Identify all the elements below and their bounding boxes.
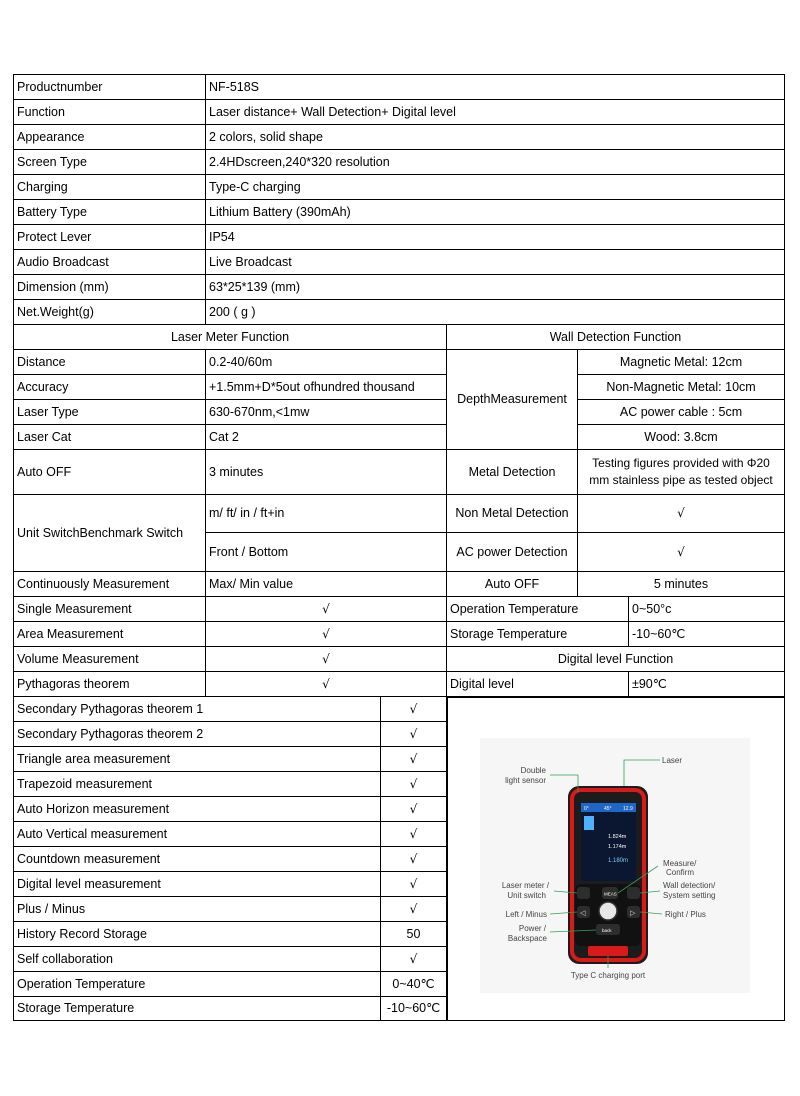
label-auto-off: Auto OFF [13, 449, 206, 495]
callout-wall-detection-2: System setting [663, 891, 716, 900]
callout-measure-2: Confirm [666, 868, 695, 877]
product-diagram [448, 698, 784, 1020]
value-extra-10: √ [380, 946, 447, 972]
value-benchmark-switch: Front / Bottom [205, 532, 447, 572]
callout-double-light-2: light sensor [505, 776, 546, 785]
label-laser-type: Laser Type [13, 399, 206, 425]
value-extra-0: √ [380, 696, 447, 722]
value-non-magnetic: Non-Magnetic Metal: 10cm [577, 374, 785, 400]
value-single: √ [205, 596, 447, 622]
label-screen-type: Screen Type [13, 149, 206, 175]
value-metal-detection: Testing figures provided with Φ20 mm stainless pipe as tested object [577, 449, 785, 495]
value-extra-1: √ [380, 721, 447, 747]
label-single: Single Measurement [13, 596, 206, 622]
laser-section-header: Laser Meter Function [13, 324, 447, 350]
laser-meter-button [577, 887, 590, 899]
screen-reading-1: 1.824m [608, 834, 627, 840]
label-extra-9: History Record Storage [13, 921, 381, 947]
callout-double-light-1: Double [520, 766, 546, 775]
callout-wall-detection-1: Wall detection/ [663, 881, 716, 890]
label-extra-6: Countdown measurement [13, 846, 381, 872]
value-extra-3: √ [380, 771, 447, 797]
screen-reading-3: 1.180m [608, 858, 629, 864]
label-continuous: Continuously Measurement [13, 571, 206, 597]
center-button [599, 902, 617, 920]
label-extra-3: Trapezoid measurement [13, 771, 381, 797]
label-digital-level: Digital level [446, 671, 629, 697]
product-diagram-cell [447, 697, 785, 1021]
value-continuous: Max/ Min value [205, 571, 447, 597]
label-extra-4: Auto Horizon measurement [13, 796, 381, 822]
value-wall-storage-temp: -10~60℃ [628, 621, 785, 647]
value-extra-5: √ [380, 821, 447, 847]
label-function: Function [13, 99, 206, 125]
value-function: Laser distance+ Wall Detection+ Digital level [205, 99, 785, 125]
screen-top-left: 0° [584, 806, 589, 812]
label-wall-auto-off: Auto OFF [446, 571, 578, 597]
label-appearance: Appearance [13, 124, 206, 150]
label-dimension: Dimension (mm) [13, 274, 206, 300]
value-extra-6: √ [380, 846, 447, 872]
label-extra-5: Auto Vertical measurement [13, 821, 381, 847]
label-net-weight: Net.Weight(g) [13, 299, 206, 325]
value-charging: Type-C charging [205, 174, 785, 200]
callout-right-plus: Right / Plus [665, 910, 706, 919]
label-extra-11: Operation Temperature [13, 971, 381, 997]
label-extra-0: Secondary Pythagoras theorem 1 [13, 696, 381, 722]
device-illustration [568, 786, 648, 964]
device-screen [581, 803, 636, 881]
value-magnetic: Magnetic Metal: 12cm [577, 349, 785, 375]
label-extra-12: Storage Temperature [13, 996, 381, 1021]
label-extra-10: Self collaboration [13, 946, 381, 972]
label-ac-power: AC power Detection [446, 532, 578, 572]
label-battery-type: Battery Type [13, 199, 206, 225]
label-extra-8: Plus / Minus [13, 896, 381, 922]
callout-left-minus: Left / Minus [505, 910, 547, 919]
value-extra-7: √ [380, 871, 447, 897]
value-battery-type: Lithium Battery (390mAh) [205, 199, 785, 225]
value-wood: Wood: 3.8cm [577, 424, 785, 450]
value-accuracy: +1.5mm+D*5out ofhundred thousand [205, 374, 447, 400]
value-dimension: 63*25*139 (mm) [205, 274, 785, 300]
label-depth-measurement: DepthMeasurement [446, 349, 578, 450]
value-unit-switch: m/ ft/ in / ft+in [205, 494, 447, 533]
label-laser-cat: Laser Cat [13, 424, 206, 450]
callout-measure-1: Measure/ [663, 859, 697, 868]
left-arrow-icon: ◁ [580, 910, 586, 917]
value-audio-broadcast: Live Broadcast [205, 249, 785, 275]
callout-laser-meter-1: Laser meter / [501, 881, 549, 890]
value-protect-level: IP54 [205, 224, 785, 250]
value-wall-auto-off: 5 minutes [577, 571, 785, 597]
value-laser-cat: Cat 2 [205, 424, 447, 450]
value-pythagoras: √ [205, 671, 447, 697]
value-appearance: 2 colors, solid shape [205, 124, 785, 150]
value-extra-8: √ [380, 896, 447, 922]
value-volume: √ [205, 646, 447, 672]
label-non-metal: Non Metal Detection [446, 494, 578, 533]
value-area: √ [205, 621, 447, 647]
label-pythagoras: Pythagoras theorem [13, 671, 206, 697]
label-extra-2: Triangle area measurement [13, 746, 381, 772]
callout-laser: Laser [662, 756, 683, 765]
wall-detection-button [627, 887, 640, 899]
value-product-number: NF-518S [205, 74, 785, 100]
label-metal-detection: Metal Detection [446, 449, 578, 495]
value-extra-9: 50 [380, 921, 447, 947]
label-area: Area Measurement [13, 621, 206, 647]
callout-power-1: Power / [518, 924, 546, 933]
value-laser-type: 630-670nm,<1mw [205, 399, 447, 425]
callout-laser-meter-2: Unit switch [507, 891, 546, 900]
value-extra-12: -10~60℃ [380, 996, 447, 1021]
back-button-label: back [602, 928, 612, 933]
label-distance: Distance [13, 349, 206, 375]
value-net-weight: 200 ( g ) [205, 299, 785, 325]
value-extra-4: √ [380, 796, 447, 822]
label-accuracy: Accuracy [13, 374, 206, 400]
label-extra-1: Secondary Pythagoras theorem 2 [13, 721, 381, 747]
label-wall-op-temp: Operation Temperature [446, 596, 629, 622]
value-non-metal: √ [577, 494, 785, 533]
label-protect-level: Protect Lever [13, 224, 206, 250]
label-volume: Volume Measurement [13, 646, 206, 672]
screen-top-right: 12.9 [623, 806, 633, 812]
label-extra-7: Digital level measurement [13, 871, 381, 897]
label-charging: Charging [13, 174, 206, 200]
label-unit-switch: Unit SwitchBenchmark Switch [13, 494, 206, 572]
value-ac-cable: AC power cable : 5cm [577, 399, 785, 425]
value-auto-off: 3 minutes [205, 449, 447, 495]
screen-icon [584, 816, 594, 830]
callout-power-2: Backspace [507, 934, 547, 943]
label-audio-broadcast: Audio Broadcast [13, 249, 206, 275]
label-product-number: Productnumber [13, 74, 206, 100]
screen-reading-2: 1.174m [608, 844, 627, 850]
right-arrow-icon: ▷ [630, 910, 636, 917]
value-wall-op-temp: 0~50°c [628, 596, 785, 622]
value-digital-level: ±90℃ [628, 671, 785, 697]
label-wall-storage-temp: Storage Temperature [446, 621, 629, 647]
meas-button-label: MEAS [604, 891, 617, 897]
value-distance: 0.2-40/60m [205, 349, 447, 375]
screen-top-mid: 45° [604, 806, 612, 812]
value-ac-power: √ [577, 532, 785, 572]
value-screen-type: 2.4HDscreen,240*320 resolution [205, 149, 785, 175]
callout-type-c: Type C charging port [570, 971, 646, 980]
wall-section-header: Wall Detection Function [446, 324, 785, 350]
digital-level-header: Digital level Function [446, 646, 785, 672]
type-c-port-band [588, 946, 628, 956]
value-extra-11: 0~40℃ [380, 971, 447, 997]
value-extra-2: √ [380, 746, 447, 772]
